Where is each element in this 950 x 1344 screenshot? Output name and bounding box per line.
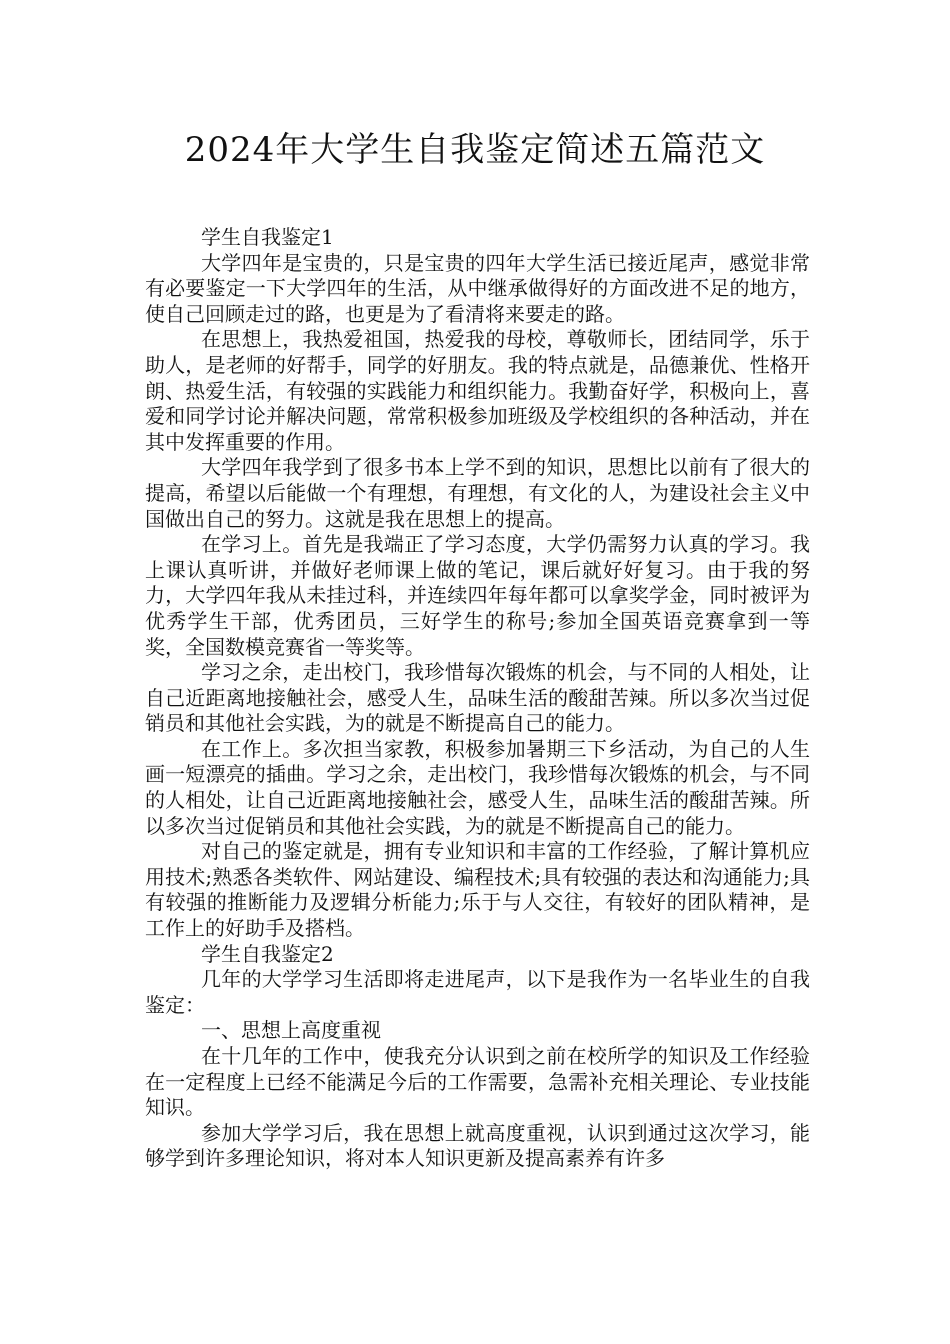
paragraph: 大学四年我学到了很多书本上学不到的知识，思想比以前有了很大的提高，希望以后能做一个有理想，有理想，有文化的人，为建设社会主义中国做出自己的努力。这就是我在思想上的提高。 [145, 455, 810, 531]
document-body [145, 225, 810, 1172]
paragraph: 在学习上。首先是我端正了学习态度，大学仍需努力认真的学习。我上课认真听讲，并做好老师课上做的笔记，课后就好好复习。由于我的努力，大学四年我从未挂过科，并连续四年每年都可以拿奖学金，同时被评为优秀学生干部，优秀团员，三好学生的称号;参加全国英语竞赛拿到一等奖，全国数模竞赛省一等奖等。 [145, 532, 810, 659]
paragraph: 大学四年是宝贵的，只是宝贵的四年大学生活已接近尾声，感觉非常有必要鉴定一下大学四年的生活，从中继承做得好的方面改进不足的地方，使自己回顾走过的路，也更是为了看清将来要走的路。 [145, 250, 810, 326]
section-heading-2: 学生自我鉴定2 [201, 941, 334, 966]
paragraph: 对自己的鉴定就是，拥有专业知识和丰富的工作经验，了解计算机应用技术;熟悉各类软件、网站建设、编程技术;具有较强的表达和沟通能力;具有较强的推断能力及逻辑分析能力;乐于与人交往，有较好的团队精神，是工作上的好助手及搭档。 [145, 839, 810, 941]
paragraph: 在思想上，我热爱祖国，热爱我的母校，尊敬师长，团结同学，乐于助人，是老师的好帮手，同学的好朋友。我的特点就是，品德兼优、性格开朗、热爱生活，有较强的实践能力和组织能力。我勤奋好学，积极向上，喜爱和同学讨论并解决问题，常常积极参加班级及学校组织的各种活动，并在其中发挥重要的作用。 [145, 327, 810, 454]
paragraph: 在十几年的工作中，使我充分认识到之前在校所学的知识及工作经验在一定程度上已经不能满足今后的工作需要，急需补充相关理论、专业技能知识。 [145, 1044, 810, 1120]
paragraph: 几年的大学学习生活即将走进尾声，以下是我作为一名毕业生的自我鉴定： [145, 967, 810, 1017]
paragraph: 参加大学学习后，我在思想上就高度重视，认识到通过这次学习，能够学到许多理论知识，将对本人知识更新及提高素养有许多 [145, 1120, 810, 1171]
document-title: 2024年大学生自我鉴定简述五篇范文 [184, 130, 766, 170]
paragraph: 在工作上。多次担当家教，积极参加暑期三下乡活动，为自己的人生画一短漂亮的插曲。学习之余，走出校门，我珍惜每次锻炼的机会，与不同的人相处，让自己近距离地接触社会，感受人生，品味生活的酸甜苦辣。所以多次当过促销员和其他社会实践，为的就是不断提高自己的能力。 [145, 736, 810, 838]
section-heading-1: 学生自我鉴定1 [201, 225, 334, 249]
paragraph: 学习之余，走出校门，我珍惜每次锻炼的机会，与不同的人相处，让自己近距离地接触社会，感受人生，品味生活的酸甜苦辣。所以多次当过促销员和其他社会实践，为的就是不断提高自己的能力。 [145, 660, 810, 736]
subsection-heading: 一、思想上高度重视 [201, 1018, 381, 1043]
